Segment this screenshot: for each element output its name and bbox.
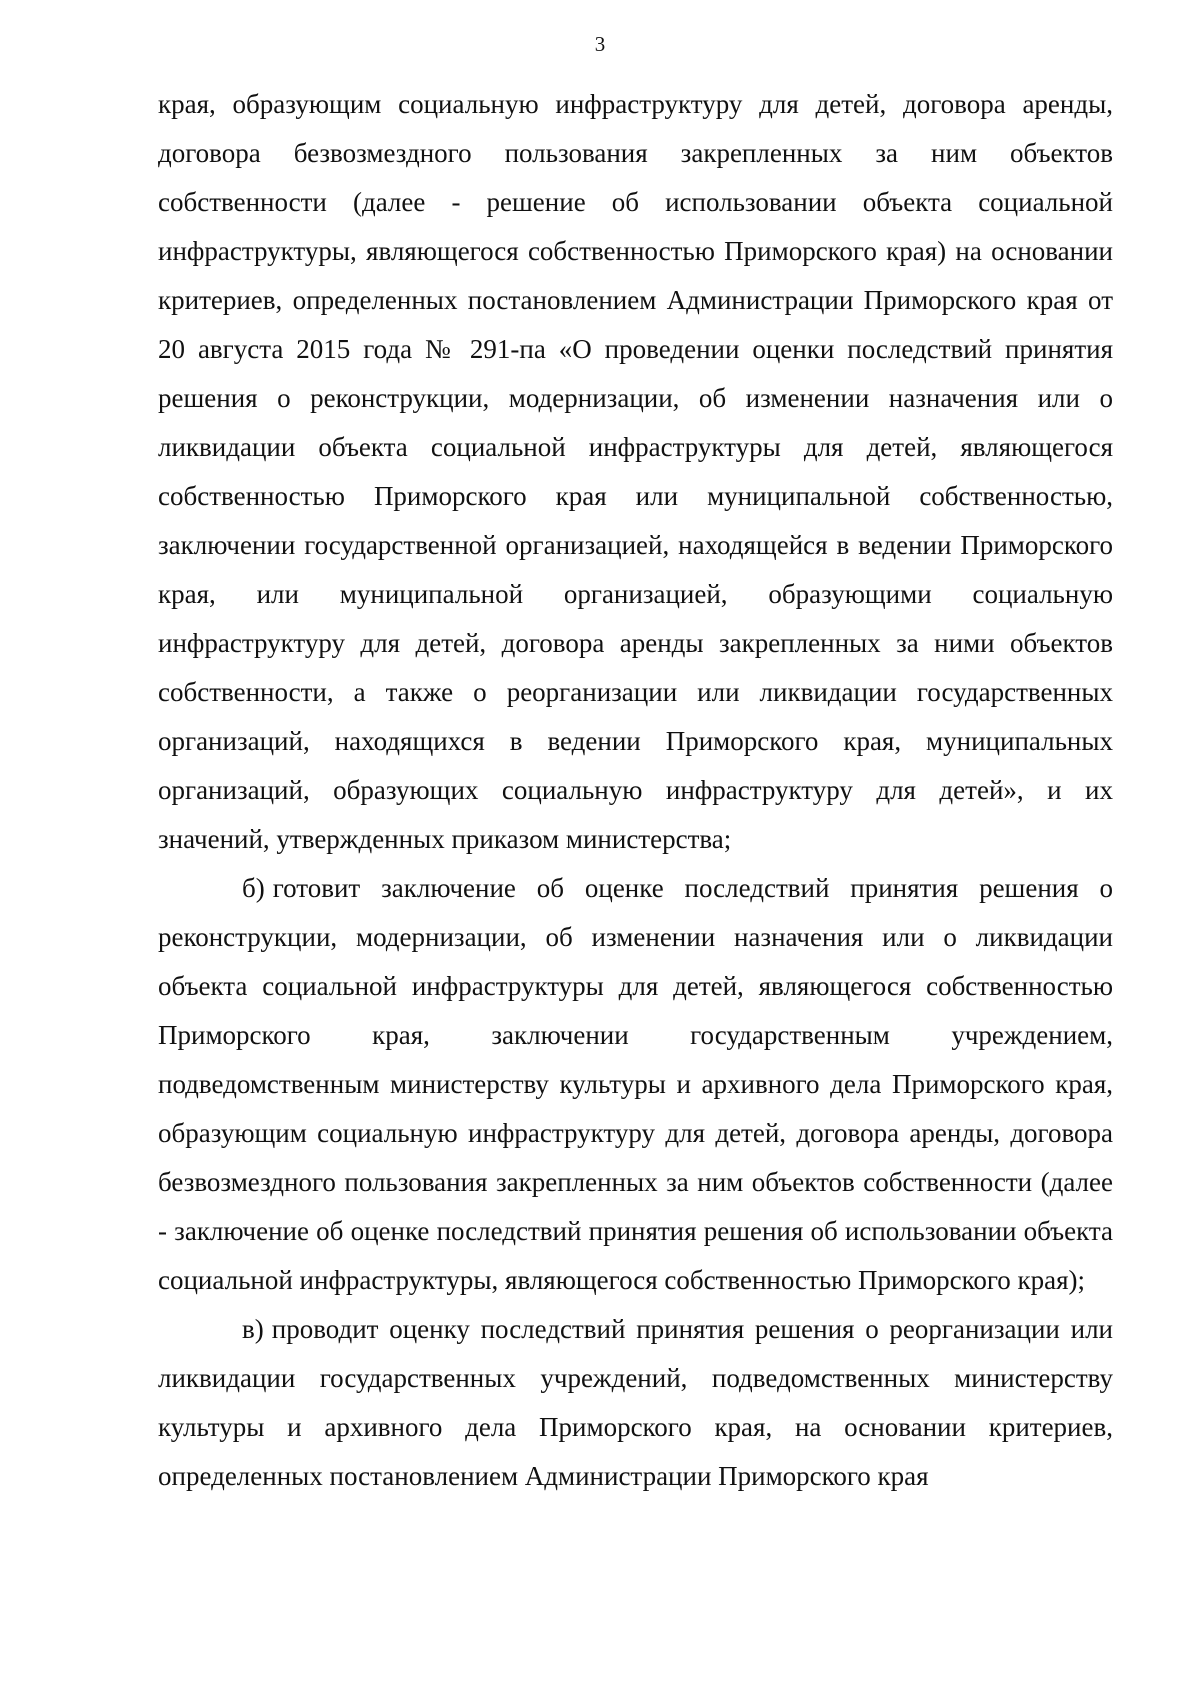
paragraph-continuation: края, образующим социальную инфраструктуру для детей, договора аренды, договора безвозмездного пользования закрепленных за ним объектов собственности (далее - решение об использовании объекта социальной инфраструктуры, являющегося собственностью Приморского края) на основании критериев, определенных постановлением Администрации Приморского края от 20 августа 2015 года № 291-па «О проведении оценки последствий принятия решения о реконструкции, модернизации, об изменении назначения или о ликвидации объекта социальной инфраструктуры для детей, являющегося собственностью Приморского края или муниципальной собственностью, заключении государственной организацией, находящейся в ведении Приморского края, или муниципальной организацией, образующими социальную инфраструктуру для детей, договора аренды закрепленных за ними объектов собственности, а также о реорганизации или ликвидации государственных организаций, находящихся в ведении Приморского края, муниципальных организаций, образующих социальную инфраструктуру для детей», и их значений, утвержденных приказом министерства; (158, 89, 1113, 854)
paragraph-item-b (158, 864, 1113, 1305)
page-number: 3 (594, 32, 606, 56)
paragraph-item-v (158, 1305, 1113, 1501)
item-marker-b: б) (242, 873, 265, 903)
document-body (158, 80, 1113, 1501)
item-text-v: проводит оценку последствий принятия решения о реорганизации или ликвидации государственных учреждений, подведомственных министерству культуры и архивного дела Приморского края, на основании критериев, определенных постановлением Администрации Приморского края (158, 1314, 1113, 1491)
item-marker-v: в) (242, 1314, 264, 1344)
item-text-b: готовит заключение об оценке последствий принятия решения о реконструкции, модернизации, об изменении назначения или о ликвидации объекта социальной инфраструктуры для детей, являющегося собственностью Приморского края, заключении государственным учреждением, подведомственным министерству культуры и архивного дела Приморского края, образующим социальную инфраструктуру для детей, договора аренды, договора безвозмездного пользования закрепленных за ним объектов собственности (далее - заключение об оценке последствий принятия решения об использовании объекта социальной инфраструктуры, являющегося собственностью Приморского края); (158, 873, 1113, 1295)
